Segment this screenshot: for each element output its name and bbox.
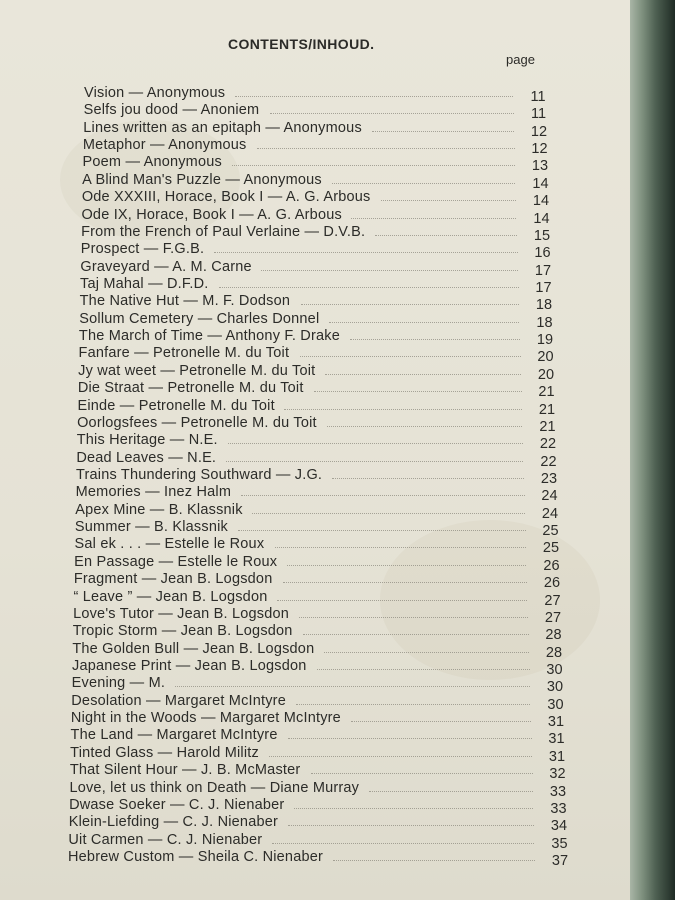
toc-entry-title: The Native Hut — M. F. Dodson [79, 293, 291, 310]
toc-entry-page: 21 [538, 401, 556, 418]
toc-entry [70, 709, 571, 731]
dot-leader [241, 495, 525, 497]
dot-leader [350, 339, 520, 341]
toc-entry-title: Vision — Anonymous [84, 85, 226, 101]
dot-leader [299, 617, 528, 619]
toc-entry-title: The Golden Bull — Jean B. Logsdon [72, 640, 315, 657]
dot-leader [303, 634, 529, 636]
dot-leader [238, 530, 526, 532]
toc-entry [81, 188, 556, 210]
toc-entry [74, 553, 566, 574]
toc-entry [80, 240, 558, 262]
toc-entry-page: 26 [543, 575, 561, 592]
toc-entry-title: Lines written as an epitaph — Anonymous [83, 119, 362, 136]
toc-entry-title: Sal ek . . . — Estelle le Roux [74, 536, 265, 553]
toc-entry-page: 13 [531, 158, 549, 175]
dot-leader [214, 252, 518, 254]
toc-entry-title: Uit Carmen — C. J. Nienaber [68, 831, 263, 848]
toc-entry-title: This Heritage — N.E. [76, 432, 218, 449]
dot-leader [288, 825, 534, 827]
toc-entry-page: 25 [542, 523, 559, 540]
toc-entry [71, 674, 570, 696]
toc-entry-page: 22 [539, 436, 557, 453]
toc-entry [69, 761, 573, 783]
dot-leader [375, 235, 517, 237]
toc-entry [72, 622, 569, 644]
dot-leader [301, 304, 519, 306]
toc-entry-title: That Silent Hour — J. B. McMaster [69, 762, 301, 779]
toc-entry-page: 33 [550, 800, 567, 817]
toc-entry [75, 483, 565, 505]
toc-entry [73, 605, 568, 626]
toc-entry-title: Prospect — F.G.B. [80, 241, 205, 258]
dot-leader [228, 443, 523, 445]
toc-entry-page: 30 [546, 679, 564, 696]
toc-entry [73, 588, 567, 609]
dot-leader [288, 738, 532, 740]
dot-leader [311, 773, 533, 775]
toc-entry-page: 31 [548, 731, 565, 748]
contents-title: CONTENTS/INHOUD. [228, 36, 375, 52]
dot-leader [329, 322, 519, 324]
toc-entry-page: 21 [539, 418, 556, 435]
toc-entry-title: Tropic Storm — Jean B. Logsdon [72, 623, 293, 640]
toc-entry [76, 431, 563, 453]
toc-entry-title: Ode XXXIII, Horace, Book I — A. G. Arbous [81, 189, 371, 206]
toc-entry-page: 17 [534, 262, 552, 279]
toc-entry-page: 18 [535, 297, 553, 314]
toc-entry [84, 84, 553, 105]
toc-entry [83, 101, 554, 123]
dot-leader [294, 808, 533, 810]
dot-leader [261, 270, 518, 272]
toc-entry-title: Dwase Soeker — C. J. Nienaber [69, 796, 285, 813]
dot-leader [283, 582, 527, 584]
toc-entry-title: Evening — M. [71, 675, 166, 692]
toc-entry-page: 18 [536, 314, 553, 331]
toc-entry-title: Night in the Woods — Margaret McIntyre [70, 710, 341, 727]
dot-leader [232, 165, 515, 167]
toc-entry-page: 31 [547, 714, 565, 731]
toc-entry-page: 26 [543, 557, 560, 574]
dot-leader [275, 547, 526, 549]
toc-entry [76, 466, 564, 487]
toc-entry [82, 153, 555, 175]
toc-entry-page: 12 [530, 123, 548, 140]
dot-leader [300, 356, 521, 358]
toc-entry [81, 223, 557, 244]
toc-entry-title: From the French of Paul Verlaine — D.V.B. [81, 223, 366, 240]
toc-entry-page: 27 [544, 609, 562, 626]
toc-entry-page: 32 [549, 766, 566, 783]
toc-entry-page: 11 [530, 106, 547, 123]
dot-leader [287, 565, 526, 567]
toc-entry [74, 535, 566, 557]
dot-leader [332, 478, 524, 480]
toc-entry [76, 449, 563, 470]
toc-entry-title: Klein-Liefding — C. J. Nienaber [68, 814, 279, 831]
dot-leader [325, 374, 521, 376]
dot-leader [381, 200, 516, 202]
toc-entry-title: Ode IX, Horace, Book I — A. G. Arbous [81, 206, 342, 223]
dot-leader [272, 843, 534, 845]
toc-entry [74, 518, 566, 540]
toc-entry [79, 310, 559, 331]
dot-leader [252, 513, 525, 515]
dot-leader [314, 391, 522, 393]
toc-entry-title: Dead Leaves — N.E. [76, 449, 217, 466]
toc-entry [71, 692, 570, 713]
toc-entry-page: 22 [540, 453, 557, 470]
toc-entry-title: Summer — B. Klassnik [74, 519, 228, 536]
toc-entry-title: Hebrew Custom — Sheila C. Nienaber [68, 849, 324, 865]
toc-entry [80, 258, 558, 279]
toc-entry [73, 570, 567, 592]
toc-entry-page: 25 [542, 540, 560, 557]
dot-leader [296, 704, 530, 706]
toc-entry [79, 292, 559, 314]
toc-entry [70, 744, 572, 765]
toc-entry [68, 831, 574, 852]
toc-entry [82, 136, 555, 158]
toc-entry [80, 275, 559, 296]
toc-entry [68, 848, 575, 869]
toc-entry-title: Japanese Print — Jean B. Logsdon [72, 658, 307, 674]
toc-entry-title: Jy wat weet — Petronelle M. du Toit [78, 362, 316, 379]
toc-entry-title: A Blind Man's Puzzle — Anonymous [82, 171, 322, 188]
dot-leader [219, 287, 519, 289]
dot-leader [317, 669, 530, 671]
toc-entry [77, 379, 562, 401]
toc-entry [78, 362, 561, 383]
toc-entry [75, 501, 565, 522]
toc-entry-title: Memories — Inez Halm [75, 484, 232, 501]
dot-leader [369, 791, 533, 793]
dot-leader [372, 131, 514, 133]
toc-entry-title: “ Leave ” — Jean B. Logsdon [73, 588, 268, 605]
dot-leader [333, 860, 535, 862]
toc-entry-page: 21 [538, 384, 555, 401]
toc-entry-page: 20 [537, 366, 555, 383]
dot-leader [284, 409, 522, 411]
toc-entry-page: 12 [531, 141, 548, 158]
toc-entry-title: Taj Mahal — D.F.D. [80, 276, 209, 292]
toc-entry-page: 20 [537, 349, 554, 366]
toc-entry [72, 640, 569, 661]
toc-entry-page: 19 [536, 332, 554, 349]
toc-entry-title: Einde — Petronelle M. du Toit [77, 397, 275, 414]
toc-entry-page: 33 [549, 783, 567, 800]
toc-entry-page: 24 [541, 488, 558, 505]
toc-entry-title: Trains Thundering Southward — J.G. [76, 467, 323, 483]
toc-entry [78, 327, 560, 349]
toc-entry-page: 14 [532, 193, 550, 210]
toc-entry [70, 726, 572, 748]
toc-entry [68, 813, 574, 835]
toc-entry [78, 344, 561, 366]
dot-leader [257, 148, 515, 150]
toc-entry-page: 30 [547, 696, 564, 713]
toc-entry-title: Tinted Glass — Harold Militz [70, 744, 259, 761]
toc-entry-page: 34 [550, 818, 568, 835]
toc-entry-page: 16 [534, 245, 551, 262]
toc-entry-page: 17 [535, 280, 552, 296]
toc-entry [69, 779, 573, 800]
toc-entry-page: 27 [544, 592, 561, 609]
toc-entry-page: 11 [530, 89, 546, 105]
toc-entry [83, 119, 554, 140]
toc-entry-title: Apex Mine — B. Klassnik [75, 501, 243, 518]
dot-leader [327, 426, 522, 428]
toc-entry-page: 28 [545, 627, 562, 644]
toc-entry-title: Metaphor — Anonymous [82, 137, 247, 154]
dot-leader [351, 218, 516, 220]
dot-leader [351, 721, 531, 723]
toc-entry-title: Die Straat — Petronelle M. du Toit [77, 380, 304, 397]
toc-entry-page: 24 [541, 505, 559, 522]
toc-entry-title: Poem — Anonymous [82, 154, 222, 171]
toc-entry-page: 28 [545, 644, 563, 661]
toc-entry [81, 206, 556, 227]
toc-entry-page: 37 [551, 853, 569, 869]
toc-entry-page: 31 [548, 748, 566, 765]
dot-leader [277, 600, 527, 602]
toc-entry-page: 14 [533, 210, 550, 227]
toc-entry-title: Love, let us think on Death — Diane Murray [69, 779, 360, 796]
dot-leader [175, 686, 530, 688]
toc-entry-title: Sollum Cemetery — Charles Donnel [79, 310, 320, 327]
toc-entry [82, 171, 555, 192]
toc-entry-page: 15 [533, 227, 551, 244]
dot-leader [235, 96, 513, 98]
toc-entry [72, 657, 570, 678]
toc-entry [77, 414, 562, 435]
toc-entry-title: Graveyard — A. M. Carne [80, 258, 252, 275]
toc-entry-page: 14 [532, 175, 549, 192]
toc-entry-title: Desolation — Margaret McIntyre [71, 692, 286, 709]
dot-leader [226, 461, 523, 463]
toc-entry-title: En Passage — Estelle le Roux [74, 553, 278, 570]
toc-entry-title: Fanfare — Petronelle M. du Toit [78, 345, 290, 362]
toc-entry-page: 23 [540, 471, 558, 487]
book-cover-edge [630, 0, 675, 900]
toc-entry-title: Selfs jou dood — Anoniem [83, 102, 260, 119]
toc-entry-page: 35 [551, 835, 568, 852]
dot-leader [324, 652, 529, 654]
toc-entry-title: Love's Tutor — Jean B. Logsdon [73, 605, 290, 622]
toc-entry-title: The Land — Margaret McIntyre [70, 727, 278, 744]
toc-entry [69, 796, 573, 817]
toc-entry-title: Oorlogsfees — Petronelle M. du Toit [77, 414, 317, 431]
dot-leader [332, 183, 515, 185]
toc-entry [77, 397, 562, 418]
dot-leader [270, 113, 514, 115]
toc-entry-page: 30 [546, 662, 563, 678]
page-column-heading: page [506, 52, 535, 67]
toc-entry-title: Fragment — Jean B. Logsdon [73, 571, 273, 588]
dot-leader [269, 756, 532, 758]
toc-entry-title: The March of Time — Anthony F. Drake [78, 328, 340, 345]
